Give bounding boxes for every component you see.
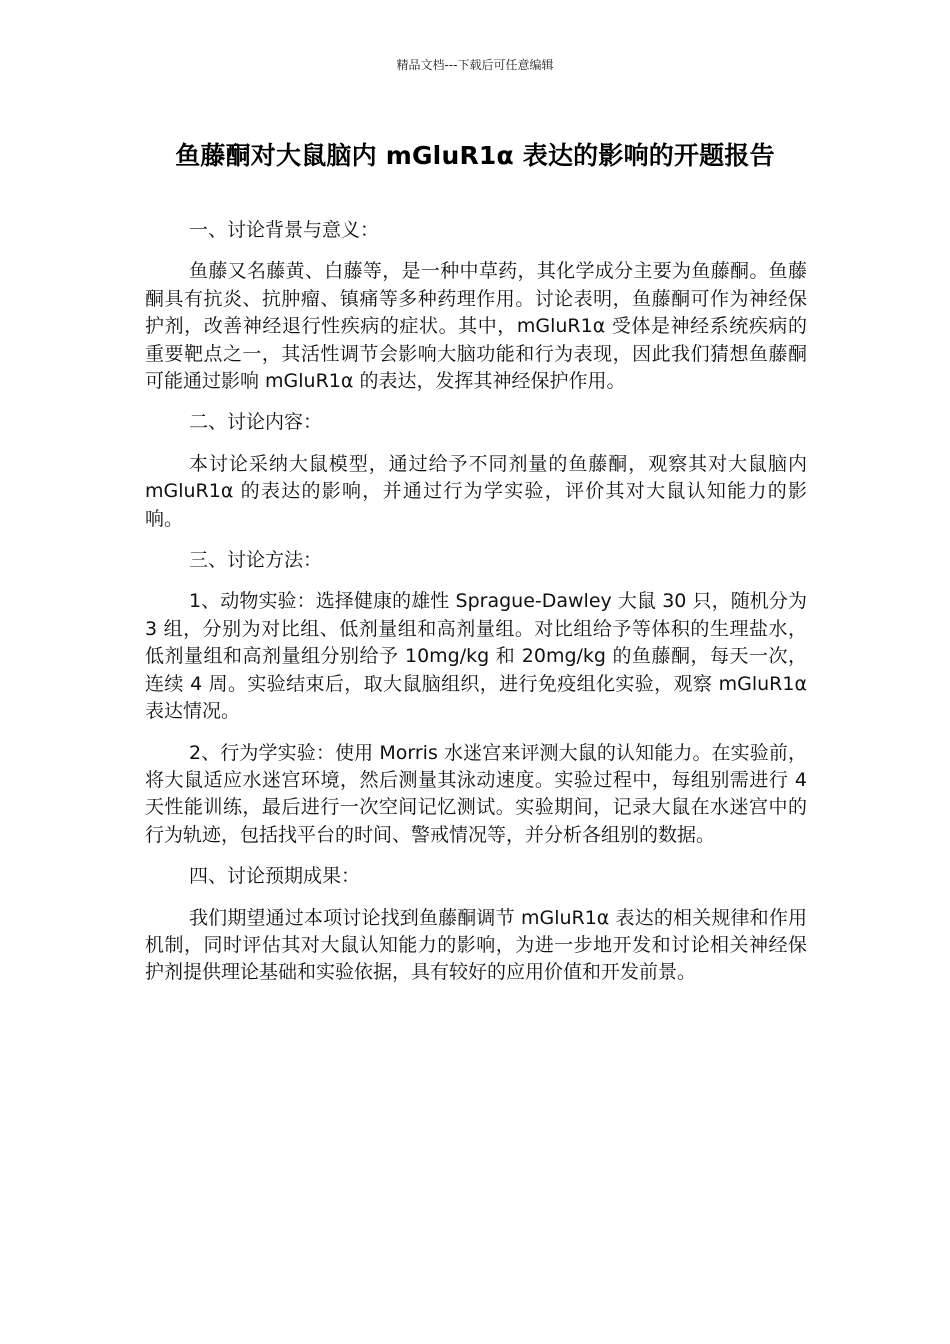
- section-heading-expected-results: 四、讨论预期成果：: [189, 865, 361, 888]
- page-header: 精品文档---下载后可任意编辑: [396, 58, 554, 72]
- paragraph-animal-experiment: 1、动物实验：选择健康的雄性 Sprague-Dawley 大鼠 30 只，随机分为 3 组，分别为对比组、低剂量组和高剂量组。对比组给予等体积的生理盐水，低剂量组和高剂量组分别给予 10mg/kg 和 20mg/kg 的鱼藤酮，每天一次，连续 4 周。实验结束后，取大鼠脑组织，进行免疫组化实验，观察 mGluR1α 表达情况。: [145, 590, 807, 723]
- section-heading-background: 一、讨论背景与意义：: [189, 219, 380, 241]
- paragraph-expected-results: 我们期望通过本项讨论找到鱼藤酮调节 mGluR1α 表达的相关规律和作用机制，同时评估其对大鼠认知能力的影响，为进一步地开发和讨论相关神经保护剂提供理论基础和实验依据，具有较好的应用价值和开发前景。: [145, 906, 807, 984]
- paragraph-background: 鱼藤又名藤黄、白藤等，是一种中草药，其化学成分主要为鱼藤酮。鱼藤酮具有抗炎、抗肿瘤、镇痛等多种药理作用。讨论表明，鱼藤酮可作为神经保护剂，改善神经退行性疾病的症状。其中，mGluR1α 受体是神经系统疾病的重要靶点之一，其活性调节会影响大脑功能和行为表现，因此我们猜想鱼藤酮可能通过影响 mGluR1α 的表达，发挥其神经保护作用。: [145, 260, 807, 393]
- document-title: 鱼藤酮对大鼠脑内 mGluR1α 表达的影响的开题报告: [175, 141, 775, 170]
- section-heading-methods: 三、讨论方法：: [189, 549, 323, 572]
- paragraph-content: 本讨论采纳大鼠模型，通过给予不同剂量的鱼藤酮，观察其对大鼠脑内 mGluR1α 的表达的影响，并通过行为学实验，评价其对大鼠认知能力的影响。: [145, 452, 807, 530]
- document-body: [145, 217, 807, 1001]
- section-heading-content: 二、讨论内容：: [189, 411, 323, 434]
- paragraph-behavior-experiment: 2、行为学实验：使用 Morris 水迷宫来评测大鼠的认知能力。在实验前，将大鼠适应水迷宫环境，然后测量其泳动速度。实验过程中，每组别需进行 4 天性能训练，最后进行一次空间记忆测试。实验期间，记录大鼠在水迷宫中的行为轨迹，包括找平台的时间、警戒情况等，并分析各组别的数据。: [145, 741, 807, 846]
